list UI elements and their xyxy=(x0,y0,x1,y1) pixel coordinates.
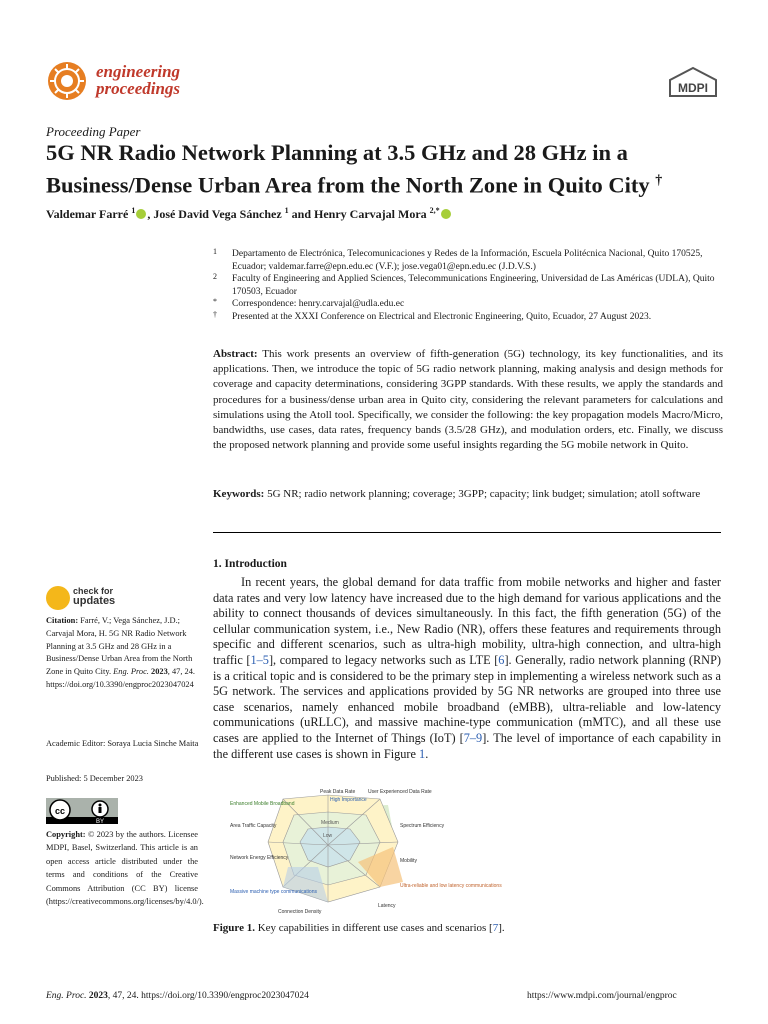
journal-name-line2: proceedings xyxy=(96,79,181,98)
author-list: Valdemar Farré $^1$ , José David Vega Sánchez $^1$ and Henry Carvajal Mora $^{2,*}$ xyxy=(46,206,452,222)
mdpi-logo xyxy=(666,66,720,100)
affiliations xyxy=(213,248,728,323)
svg-text:Connection Density: Connection Density xyxy=(278,909,322,915)
reference-link[interactable]: 7–9 xyxy=(463,730,483,745)
journal-name xyxy=(96,63,180,97)
section-heading: 1. Introduction xyxy=(213,558,287,570)
reference-link[interactable]: 7 xyxy=(492,922,499,934)
svg-text:Latency: Latency xyxy=(378,903,396,909)
published-date: Published: 5 December 2023 xyxy=(46,774,143,783)
conference-note: † Presented at the XXXI Conference on Electrical and Electronic Engineering, Quito, Ecuador, 27 August 2023. xyxy=(213,309,652,322)
section-divider xyxy=(213,532,721,533)
correspondence: * Correspondence: henry.carvajal@udla.edu.ec xyxy=(213,297,405,309)
paper-title: 5G NR Radio Network Planning at 3.5 GHz and 28 GHz in a Business/Dense Urban Area from the North Zone in Quito City † xyxy=(46,140,663,198)
academic-editor: Academic Editor: Soraya Lucia Sinche Maita xyxy=(46,739,199,748)
keywords: Keywords: 5G NR; radio network planning; coverage; 3GPP; capacity; link budget; simulation; atoll software xyxy=(213,488,701,500)
reference-link[interactable]: 6 xyxy=(498,652,505,667)
svg-text:Enhanced Mobile Broadband: Enhanced Mobile Broadband xyxy=(230,801,295,807)
key-capabilities-figure xyxy=(228,787,568,917)
cc-by-license-badge[interactable] xyxy=(46,798,118,824)
svg-text:Ultra-reliable and low latency: Ultra-reliable and low latency communications xyxy=(400,883,502,889)
svg-text:Area Traffic Capacity: Area Traffic Capacity xyxy=(230,823,277,829)
affiliation: 2 Faculty of Engineering and Applied Sciences, Telecommunications Engineering, Universidad de Las Américas (UDLA), Quito 170503, Ecuador xyxy=(213,272,715,297)
author-name[interactable]: Valdemar Farré xyxy=(46,207,129,221)
figure-caption: Figure 1. Key capabilities in different use cases and scenarios [7]. xyxy=(213,922,505,934)
journal-url[interactable]: https://www.mdpi.com/journal/engproc xyxy=(527,991,677,1001)
copyright-notice: Copyright: © 2023 by the authors. Licensee MDPI, Basel, Switzerland. This article is an open access article distributed under the terms and conditions of the Creative Commons Attribution (CC BY) license (https://creativecommons.org/licenses/by/4.0/). xyxy=(46,830,204,907)
svg-text:User Experienced Data Rate: User Experienced Data Rate xyxy=(368,789,432,795)
journal-logo xyxy=(46,60,88,102)
author-name[interactable]: José David Vega Sánchez xyxy=(153,207,282,221)
svg-text:BY: BY xyxy=(95,819,105,824)
orcid-icon[interactable] xyxy=(441,209,451,219)
svg-text:Peak Data Rate: Peak Data Rate xyxy=(320,789,356,795)
svg-text:MDPI: MDPI xyxy=(678,81,708,95)
svg-text:Network Energy Efficiency: Network Energy Efficiency xyxy=(230,855,289,861)
svg-text:Low: Low xyxy=(323,833,333,839)
svg-text:cc: cc xyxy=(54,806,66,816)
paper-type: Proceeding Paper xyxy=(46,124,141,139)
svg-text:Mobility: Mobility xyxy=(400,858,417,864)
footer-citation: Eng. Proc. 2023, 47, 24. https://doi.org/10.3390/engproc2023047024 xyxy=(46,991,309,1001)
orcid-icon[interactable] xyxy=(136,209,146,219)
reference-link[interactable]: 1–5 xyxy=(250,652,269,667)
figure-link[interactable]: 1 xyxy=(419,746,426,761)
intro-paragraph: In recent years, the global demand for data traffic from mobile networks and higher and faster data rates and very low latency have increased due to the high demand for various applications and the ability to connect thousands of devices simultaneously. In this fact, the fifth generation (5G) of the cellular communication system, i.e., New Radio (NR), offers these features and requirements through specific and different scenarios, such as ultra-high mobility, ultra-high connection, and ultra-high traffic [1–5], compared to legacy networks such as LTE [6]. Generally, radio network planning (RNP) is a critical topic and is considered to be the primary step in implementing a wireless network such as a 5G network. The services and applications provided by 5G NR networks are grouped into three use case scenarios, namely enhanced mobile broadband (eMBB), ultra-reliable and low-latency communications (uRLLC), and massive machine-type communication (mMTC), and all these use cases are applied to the Internet of Things (IoT) [7–9]. The level of importance of each capability in the different use cases is shown in Figure 1. xyxy=(213,575,721,761)
journal-name-line1: engineering xyxy=(96,62,181,81)
author-name[interactable]: Henry Carvajal Mora xyxy=(314,207,427,221)
citation: Citation: Farré, V.; Vega Sánchez, J.D.; Carvajal Mora, H. 5G NR Radio Network Planning at 3.5 GHz and 28 GHz in a Business/Dense Urban Area from the North Zone in Quito City. Eng. Proc. 2023, 47, 24. https://doi.org/10.3390/engproc2023047024 xyxy=(46,616,195,689)
svg-text:Spectrum Efficiency: Spectrum Efficiency xyxy=(400,823,445,829)
check-for-updates-button[interactable]: check for updates xyxy=(46,586,176,612)
affiliation: 1 Departamento de Electrónica, Telecomunicaciones y Redes de la Información, Escuela Politécnica Nacional, Quito 170525, Ecuador; valdemar.farre@epn.edu.ec (V.F.); jose.vega01@epn.edu.ec (J.D.V.S.) xyxy=(213,247,703,272)
svg-text:High Importance: High Importance xyxy=(330,797,367,803)
check-updates-icon xyxy=(46,586,70,610)
svg-text:Medium: Medium xyxy=(321,820,339,826)
abstract: Abstract: This work presents an overview of fifth-generation (5G) technology, its key functionalities, and its applications. Then, we introduce the topic of 5G radio network planning, making analysis and design methods for coverage and capacity determinations, considering 3GPP standards. With these results, we apply the standards and procedures for a business/dense urban area in Quito city, considering the relevant parameters for calculations and simulations using the Atoll tool. Specifically, we consider the following: the key propagation models Macro/Micro, bandwidths, use cases, data rates, frequency bands (3.5/28 GHz), and modulation orders, etc. Finally, we discuss the proposed network planning and provide some useful insights regarding the 5G mobile network in Quito. xyxy=(213,348,723,452)
svg-text:Massive machine type communica: Massive machine type communications xyxy=(230,889,317,895)
